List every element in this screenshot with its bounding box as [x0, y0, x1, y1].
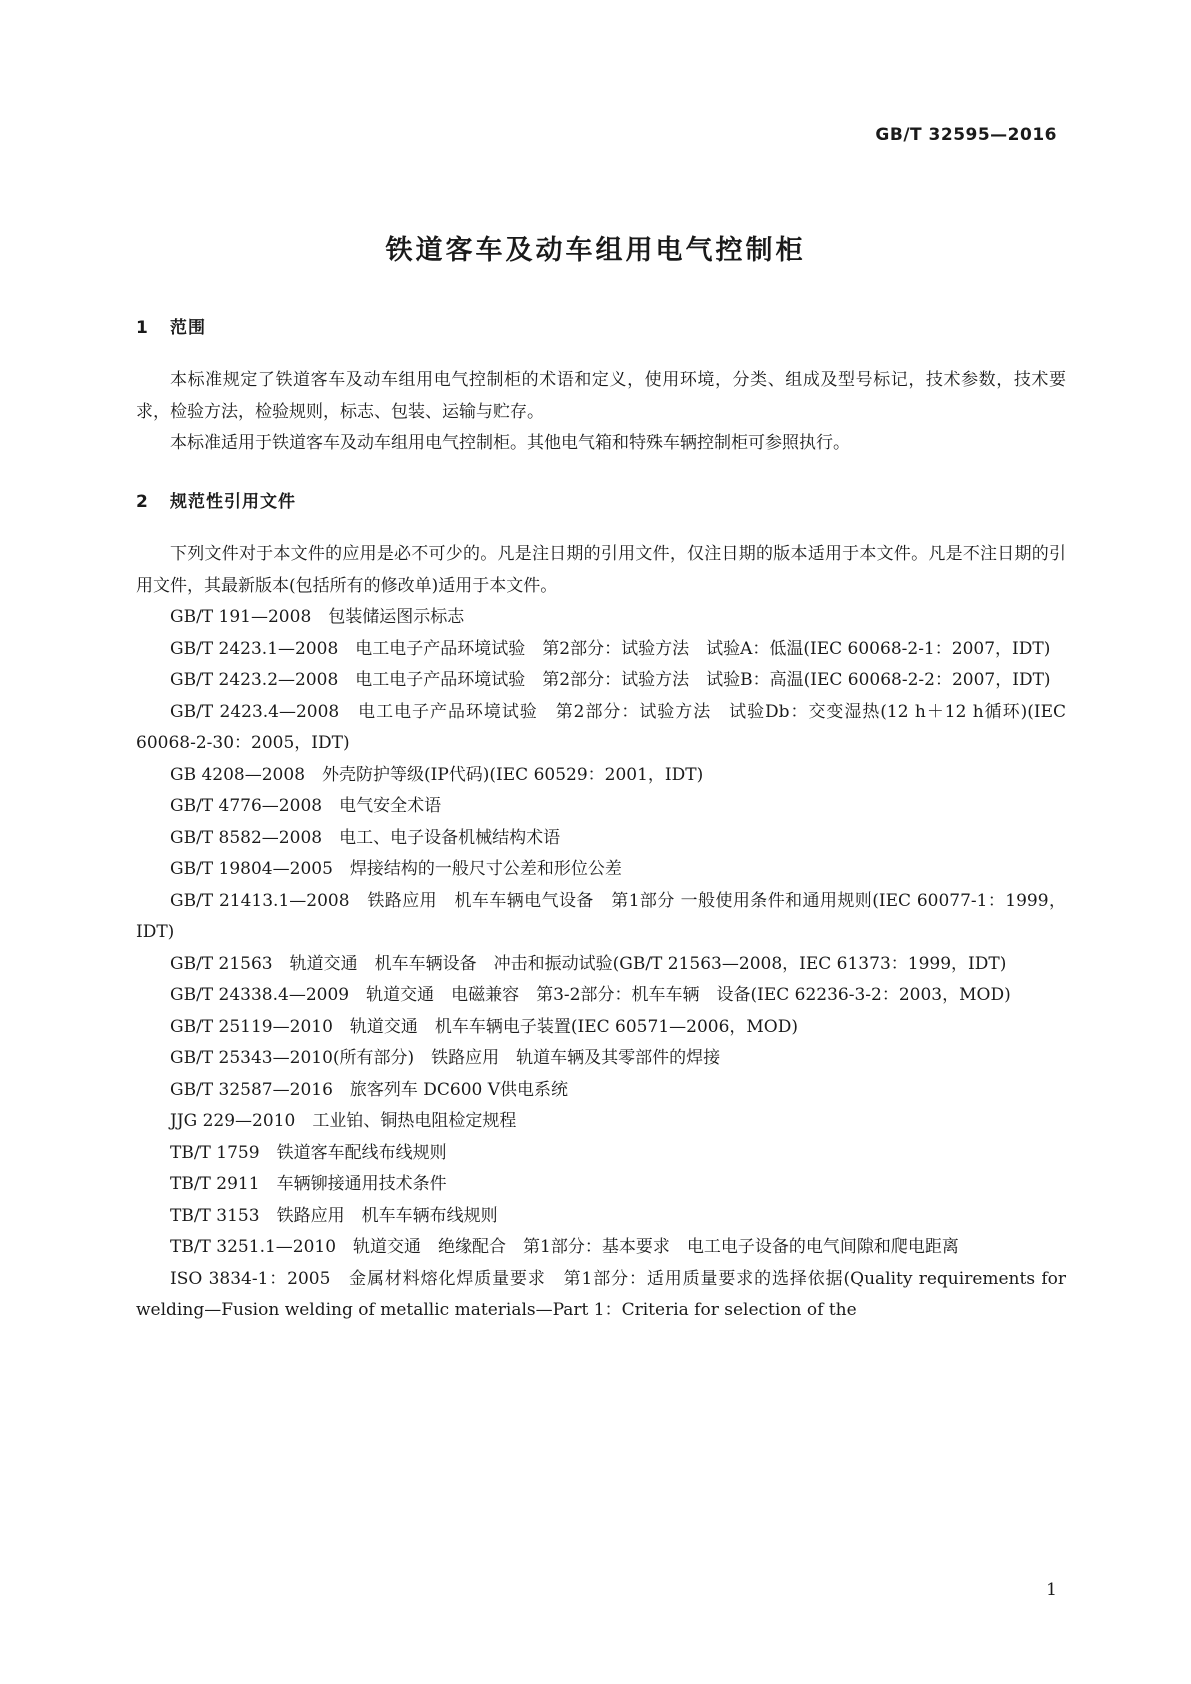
reference-item: GB/T 21563 轨道交通 机车车辆设备 冲击和振动试验(GB/T 21563—2008，IEC 61373：1999，IDT) [170, 953, 1007, 974]
reference-item: GB/T 19804—2005 焊接结构的一般尺寸公差和形位公差 [170, 859, 622, 879]
section-heading-scope [136, 313, 206, 338]
reference-item: GB/T 25343—2010(所有部分) 铁路应用 轨道车辆及其零部件的焊接 [170, 1048, 721, 1068]
reference-item: GB/T 24338.4—2009 轨道交通 电磁兼容 第3-2部分：机车车辆 设备(IEC 62236-3-2：2003，MOD) [170, 985, 1011, 1005]
reference-item: TB/T 2911 车辆铆接通用技术条件 [170, 1174, 447, 1194]
section-heading-normative-references [136, 487, 296, 512]
reference-item: GB/T 25119—2010 轨道交通 机车车辆电子装置(IEC 60571—2006，MOD) [170, 1016, 799, 1037]
reference-item: JJG 229—2010 工业铂、铜热电阻检定规程 [170, 1111, 517, 1131]
paragraph: 本标准规定了铁道客车及动车组用电气控制柜的术语和定义，使用环境，分类、组成及型号标记，技术参数，技术要求，检验方法，检验规则，标志、包装、运输与贮存。 [136, 370, 1066, 422]
reference-item: TB/T 3251.1—2010 轨道交通 绝缘配合 第1部分：基本要求 电工电子设备的电气间隙和爬电距离 [170, 1237, 959, 1257]
section-body-scope [136, 365, 1066, 460]
standard-code: GB/T 32595—2016 [875, 125, 1057, 145]
document-title: 铁道客车及动车组用电气控制柜 [385, 235, 806, 266]
reference-item: GB/T 2423.2—2008 电工电子产品环境试验 第2部分：试验方法 试验B：高温(IEC 60068-2-2：2007，IDT) [170, 670, 1051, 690]
reference-item: GB/T 2423.1—2008 电工电子产品环境试验 第2部分：试验方法 试验A：低温(IEC 60068-2-1：2007，IDT) [170, 638, 1051, 659]
reference-item: GB/T 2423.4—2008 电工电子产品环境试验 第2部分：试验方法 试验Db：交变湿热(12 h＋12 h循环)(IEC 60068-2-30：2005，IDT) [136, 701, 1066, 753]
section-number: 1 [136, 318, 149, 338]
reference-item: TB/T 3153 铁路应用 机车车辆布线规则 [170, 1205, 498, 1226]
paragraph: 下列文件对于本文件的应用是必不可少的。凡是注日期的引用文件，仅注日期的版本适用于本文件。凡是不注日期的引用文件，其最新版本(包括所有的修改单)适用于本文件。 [136, 544, 1066, 596]
section-title: 范围 [170, 318, 206, 338]
paragraph: 本标准适用于铁道客车及动车组用电气控制柜。其他电气箱和特殊车辆控制柜可参照执行。 [170, 433, 850, 453]
reference-item: ISO 3834-1：2005 金属材料熔化焊质量要求 第1部分：适用质量要求的选择依据(Quality requirements for welding—Fusion welding of metallic materials—Part 1：Criteria for selection of the [136, 1268, 1066, 1320]
reference-item: GB/T 8582—2008 电工、电子设备机械结构术语 [170, 827, 561, 848]
reference-item: GB/T 32587—2016 旅客列车 DC600 V供电系统 [170, 1079, 569, 1100]
section-body-normative-references [136, 539, 1066, 1327]
reference-item: TB/T 1759 铁道客车配线布线规则 [170, 1142, 447, 1163]
reference-item: GB/T 191—2008 包装储运图示标志 [170, 607, 465, 627]
reference-item: GB/T 4776—2008 电气安全术语 [170, 796, 442, 816]
section-number: 2 [136, 492, 149, 512]
reference-item: GB/T 21413.1—2008 铁路应用 机车车辆电气设备 第1部分 一般使用条件和通用规则(IEC 60077-1：1999，IDT) [136, 890, 1066, 942]
section-title: 规范性引用文件 [170, 492, 296, 512]
page-number: 1 [1046, 1580, 1057, 1600]
reference-item: GB 4208—2008 外壳防护等级(IP代码)(IEC 60529：2001，IDT) [170, 764, 704, 785]
